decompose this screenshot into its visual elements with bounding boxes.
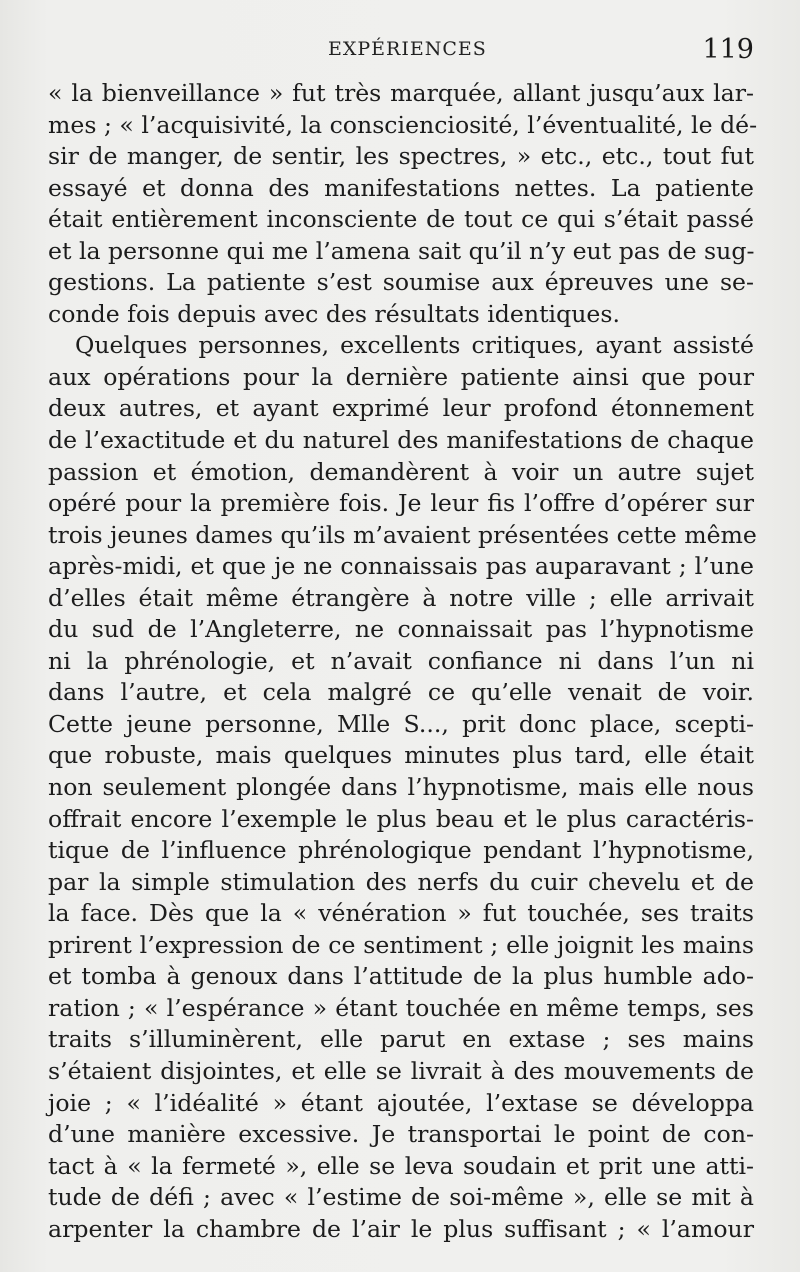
text-line: passion et émotion, demandèrent à voir un autre sujet	[48, 457, 754, 486]
text-line: gestions. La patiente s’est soumise aux épreuves une se-	[48, 268, 754, 297]
text-line: était entièrement inconsciente de tout ce qui s’était passé	[48, 205, 754, 234]
text-line: d’elles était même étrangère à notre ville ; elle arrivait	[48, 583, 754, 612]
text-line: ni la phrénologie, et n’avait confiance ni dans l’un ni	[48, 646, 754, 675]
text-line: traits s’illuminèrent, elle parut en extase ; ses mains	[48, 1025, 754, 1054]
text-line: mes ; « l’acquisivité, la conscienciosité, l’éventualité, le dé-	[48, 110, 758, 139]
text-line: sir de manger, de sentir, les spectres, » etc., etc., tout fut	[48, 142, 754, 171]
text-line: tude de défi ; avec « l’estime de soi-même », elle se mit à	[48, 1183, 754, 1212]
text-line: trois jeunes dames qu’ils m’avaient présentées cette même	[48, 520, 757, 549]
page-number: 119	[702, 34, 754, 65]
text-line: « la bienveillance » fut très marquée, allant jusqu’aux lar-	[48, 79, 754, 107]
text-line: et la personne qui me l’amena sait qu’il n’y eut pas de sug-	[48, 236, 755, 265]
text-line: ration ; « l’espérance » étant touchée en même temps, ses	[48, 993, 754, 1022]
paragraph-end-line: conde fois depuis avec des résultats identiques.	[48, 299, 620, 328]
text-line: la face. Dès que la « vénération » fut touchée, ses traits	[48, 899, 754, 928]
text-line: prirent l’expression de ce sentiment ; elle joignit les mains	[48, 930, 754, 959]
text-line: s’étaient disjointes, et elle se livrait à des mouvements de	[48, 1056, 754, 1085]
text-line: opéré pour la première fois. Je leur fis l’offre d’opérer sur	[48, 489, 754, 518]
text-line: que robuste, mais quelques minutes plus tard, elle était	[48, 741, 754, 770]
text-line: tique de l’influence phrénologique pendant l’hypnotisme,	[48, 836, 754, 865]
text-line: joie ; « l’idéalité » étant ajoutée, l’extase se développa	[48, 1088, 754, 1117]
paragraph-first-line: Quelques personnes, excellents critiques, ayant assisté	[75, 331, 754, 360]
text-line: du sud de l’Angleterre, ne connaissait pas l’hypnotisme	[48, 615, 754, 644]
text-line: dans l’autre, et cela malgré ce qu’elle venait de voir.	[48, 678, 754, 707]
running-head: EXPÉRIENCES	[328, 38, 487, 60]
body-text	[48, 78, 758, 1245]
text-line: par la simple stimulation des nerfs du cuir chevelu et de	[48, 867, 754, 896]
text-line: de l’exactitude et du naturel des manifestations de chaque	[48, 426, 754, 455]
text-line: tact à « la fermeté », elle se leva soudain et prit une atti-	[48, 1151, 754, 1180]
text-line: aux opérations pour la dernière patiente ainsi que pour	[48, 362, 754, 391]
text-line: et tomba à genoux dans l’attitude de la plus humble ado-	[48, 962, 754, 991]
text-line: non seulement plongée dans l’hypnotisme, mais elle nous	[48, 773, 754, 802]
text-line: essayé et donna des manifestations nettes. La patiente	[48, 173, 754, 202]
text-line: d’une manière excessive. Je transportai le point de con-	[48, 1120, 754, 1149]
text-line: Cette jeune personne, Mlle S..., prit donc place, scepti-	[48, 709, 754, 738]
text-line: offrait encore l’exemple le plus beau et le plus caractéris-	[48, 804, 754, 833]
text-line: après-midi, et que je ne connaissais pas auparavant ; l’une	[48, 552, 754, 581]
page-header	[48, 36, 754, 66]
text-line: deux autres, et ayant exprimé leur profond étonnement	[48, 394, 754, 423]
text-line: arpenter la chambre de l’air le plus suffisant ; « l’amour	[48, 1214, 754, 1243]
